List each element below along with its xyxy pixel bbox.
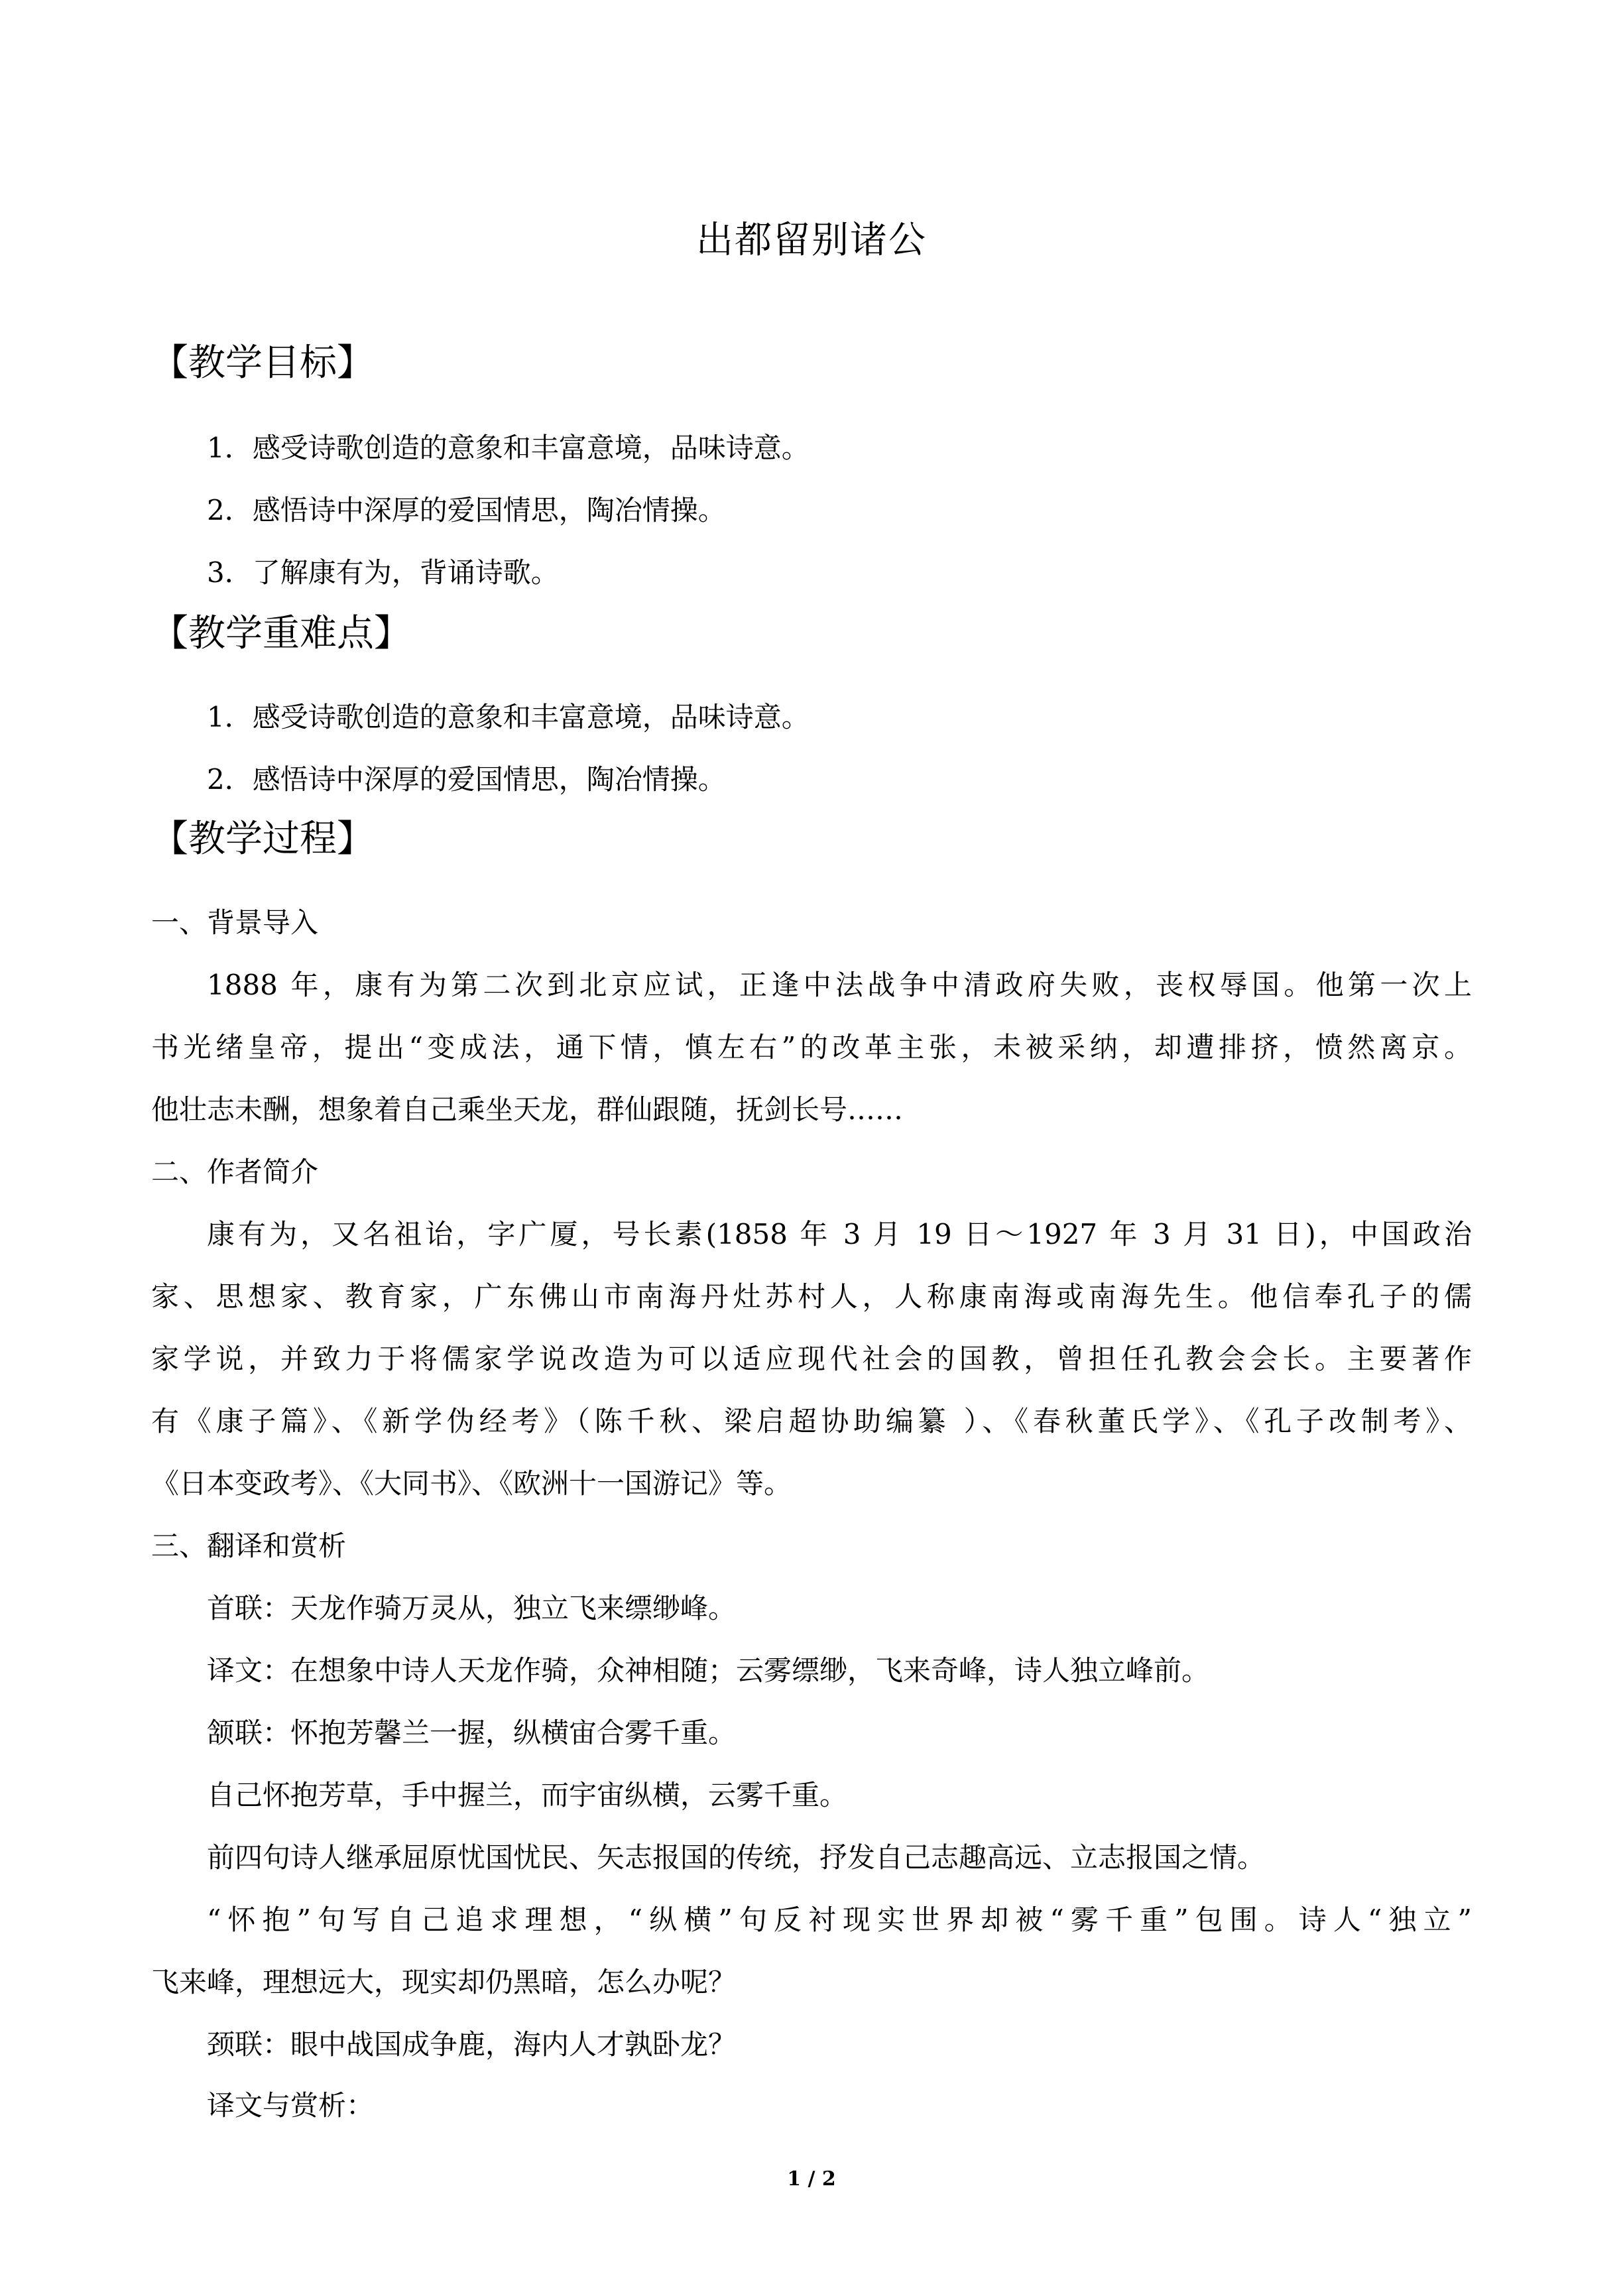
section-heading-objectives: 【教学目标】 — [151, 341, 374, 385]
paragraph-line: 自己怀抱芳草，手中握兰，而宇宙纵横，云雾千重。 — [207, 1779, 848, 1811]
key-point-item: 1．感受诗歌创造的意象和丰富意境，品味诗意。 — [207, 701, 810, 733]
paragraph-line: 颔联：怀抱芳馨兰一握，纵横宙合雾千重。 — [207, 1717, 737, 1749]
paragraph-line: 有《康子篇》、《新学伪经考》（陈千秋、梁启超协助编纂 ）、《春秋董氏学》、《孔子改制考》、 — [151, 1405, 1472, 1437]
section-heading-key-points: 【教学重难点】 — [151, 612, 411, 655]
key-point-item: 2．感悟诗中深厚的爱国情思，陶冶情操。 — [207, 763, 726, 796]
paragraph-line: 家学说，并致力于将儒家学说改造为可以适应现代社会的国教，曾担任孔教会会长。主要著作 — [151, 1343, 1472, 1375]
section-heading-process: 【教学过程】 — [151, 817, 374, 861]
paragraph-line: 译文与赏析： — [207, 2089, 375, 2122]
paragraph-line: 译文：在想象中诗人天龙作骑，众神相随；云雾缥缈，飞来奇峰，诗人独立峰前。 — [207, 1654, 1210, 1687]
paragraph-line: 他壮志未酬，想象着自己乘坐天龙，群仙跟随，抚剑长号…… — [151, 1093, 904, 1126]
paragraph-line: 1888 年，康有为第二次到北京应试，正逢中法战争中清政府失败，丧权辱国。他第一次上 — [207, 969, 1472, 1001]
subsection-heading-background: 一、背景导入 — [151, 906, 319, 939]
objective-item: 3．了解康有为，背诵诗歌。 — [207, 556, 559, 589]
paragraph-line: 首联：天龙作骑万灵从，独立飞来缥缈峰。 — [207, 1592, 737, 1624]
paragraph-line: 《日本变政考》、《大同书》、《欧洲十一国游记》等。 — [151, 1467, 792, 1500]
page-number: 1 / 2 — [787, 2167, 836, 2191]
subsection-heading-author: 二、作者简介 — [151, 1156, 319, 1188]
paragraph-line: 前四句诗人继承屈原忧国忧民、矢志报国的传统，抒发自己志趣高远、立志报国之情。 — [207, 1841, 1266, 1874]
paragraph-line: 家、思想家、教育家，广东佛山市南海丹灶苏村人，人称康南海或南海先生。他信奉孔子的儒 — [151, 1280, 1472, 1313]
objective-item: 1．感受诗歌创造的意象和丰富意境，品味诗意。 — [207, 432, 810, 464]
paragraph-line: 飞来峰，理想远大，现实却仍黑暗，怎么办呢？ — [151, 1966, 737, 1998]
paragraph-line: 康有为，又名祖诒，字广厦，号长素(1858 年 3 月 19 日～1927 年 3 月 31 日)，中国政治 — [207, 1218, 1472, 1250]
paragraph-line: 书光绪皇帝，提出“变成法，通下情，慎左右”的改革主张，未被采纳，却遭排挤，愤然离京。 — [151, 1031, 1472, 1063]
paragraph-line: “怀抱”句写自己追求理想，“纵横”句反衬现实世界却被“雾千重”包围。诗人“独立” — [207, 1903, 1472, 1936]
document-title: 出都留别诸公 — [696, 219, 927, 262]
paragraph-line: 颈联：眼中战国成争鹿，海内人才孰卧龙？ — [207, 2028, 737, 2061]
subsection-heading-translation: 三、翻译和赏析 — [151, 1530, 347, 1562]
objective-item: 2．感悟诗中深厚的爱国情思，陶冶情操。 — [207, 494, 726, 526]
